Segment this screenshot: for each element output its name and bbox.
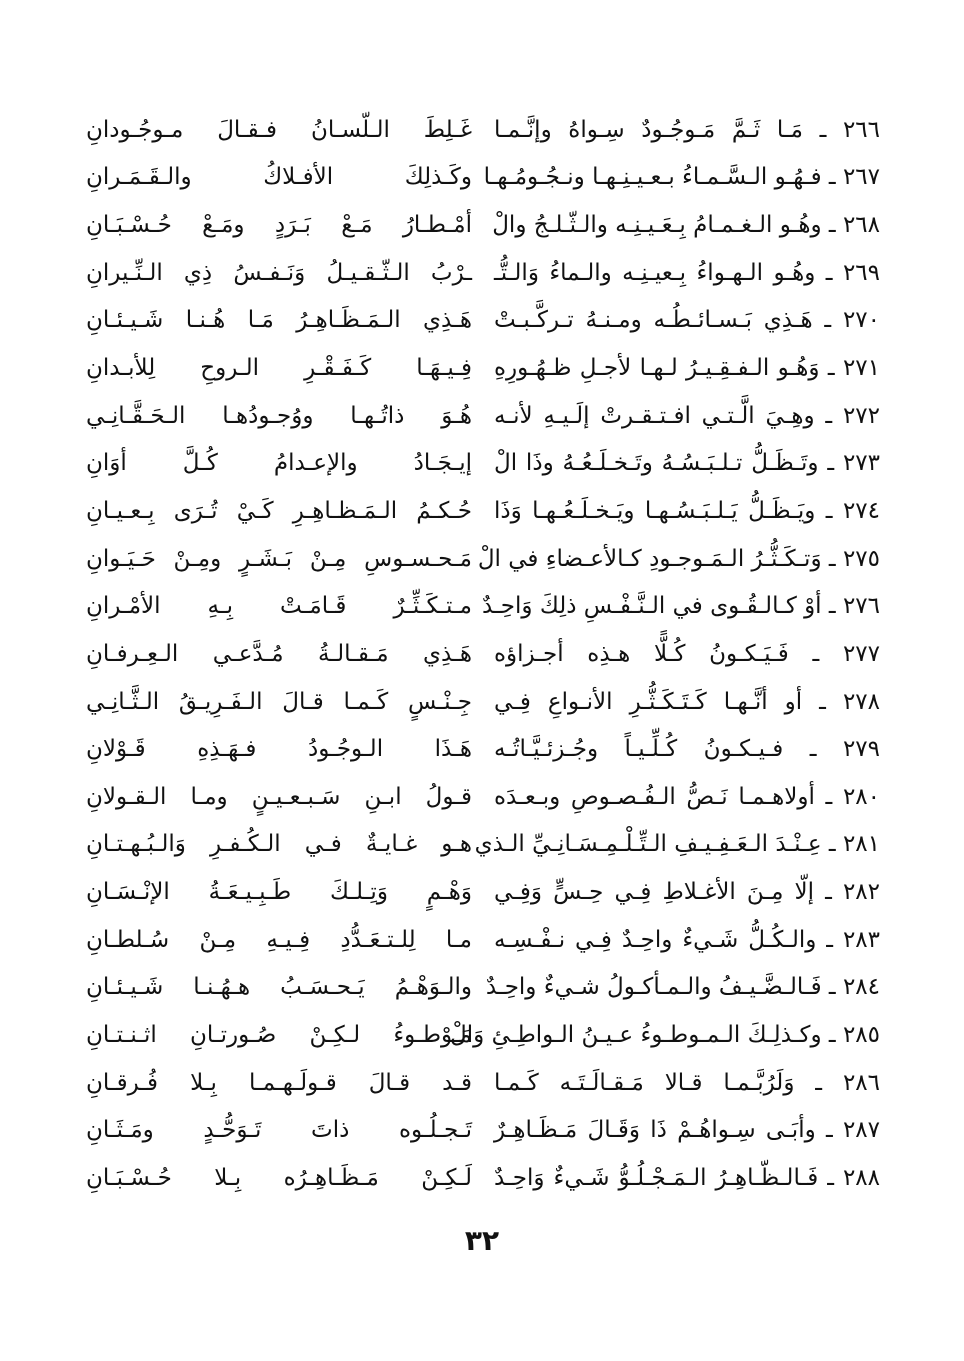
verse-first-hemistich: ٢٨٤ ـ فَـالـضَّـيـفُ والـمـأكـولُ شـيءٌ واحِـدٌ <box>485 974 880 1001</box>
verse-first-hemistich: ٢٦٧ ـ فـهُـو الـسَّـمـاءُ بـعـيـنِـهـا ونـجُـومُـهـا <box>483 164 880 191</box>
verse-first-hemistich: ٢٦٨ ـ وهُـو الـغـمـامُ بِـعَـيـنِـه والـثّـلـجُ والْ <box>492 212 880 239</box>
verse-first-hemistich: ٢٨٦ ـ وَلَرُبَّـمـا قـالا مَـقـالَـتَـه كَـمـا <box>494 1069 880 1096</box>
verse-line <box>86 344 880 392</box>
verse-line <box>86 439 880 487</box>
verse-line <box>86 154 880 202</box>
verse-second-hemistich: هـو غـايـةٌ فـي الـكُـفـرِ وَالـبُـهـتـانِ <box>86 831 472 858</box>
verse-second-hemistich: مَـوْطـوءُ لـكِـنْ صُـورتـانِ اثـنـتـانِ <box>86 1021 472 1048</box>
verse-first-hemistich: ٢٦٩ ـ وهُـو الـهـواءُ بِـعيـنِـه والـماءُ وَالـتُّـ <box>494 259 880 286</box>
verse-first-hemistich: ٢٨٨ ـ فَـالـظّـاهِـرُ الـمَـجْـلُـوُّ شَـيءٌ وَاحِـدٌ <box>494 1164 880 1191</box>
verse-first-hemistich: ٢٨١ ـ عِـنْـدَ الـعَـفِـيـفِ الـتِّـلْـمِـسَـانِـيِّ الـذي <box>474 831 880 858</box>
verse-second-hemistich: قـولُ ابـنِ سَـبـعـيـنٍ ومـا الـقـولانِ <box>86 783 472 810</box>
verse-second-hemistich: هَـذَا الـوجُـودُ فـهَـذِهِ قَـوْلانِ <box>86 736 472 763</box>
verse-line <box>86 916 880 964</box>
verse-line <box>86 868 880 916</box>
verse-first-hemistich: ٢٧٨ ـ أو أنَّـهـا كَـتَـكَـثُّـرِ الأنـواعِ فِـي <box>494 688 880 715</box>
verse-second-hemistich: إيـجَـادُ والإعـدامُ كُـلَّ أوَانِ <box>86 450 472 477</box>
verse-line <box>86 106 880 154</box>
verse-second-hemistich: هَـذِي مَـقـالـةُ مُـدَّعـي الـعِـرفـانِ <box>86 640 472 667</box>
verse-first-hemistich: ٢٧٢ ـ وهِـيَ الَّـتـي افـتـقـرتْ إلَـيـهِ لأنـه <box>494 402 880 429</box>
verse-second-hemistich: أمْـطـارُ مَـعْ بَـرَدٍ ومَـعْ حُـسْـبَـانِ <box>86 212 472 239</box>
verse-first-hemistich: ٢٧٣ ـ وتَـظَـلُّ تـلـبَـسُـهُ وتَـخـلَـعُـهُ وذَا الْ <box>494 450 880 477</box>
verse-first-hemistich: ٢٧٠ ـ هَـذِي بَـسـائـطُـه ومـنـهُ تـركَّـبـتْ <box>494 307 880 334</box>
verse-line <box>86 773 880 821</box>
verse-line <box>86 535 880 583</box>
verse-first-hemistich: ٢٨٣ ـ والـكُـلُّ شَـيءٌ واحِـدٌ فِـي نـفْـسِـه <box>494 926 880 953</box>
verse-second-hemistich: هَـذِي الـمَـظَـاهِـرُ مَـا هُـنـا شَـيـئـانِ <box>86 307 472 334</box>
poem-body <box>86 106 880 1202</box>
verse-first-hemistich: ٢٨٥ ـ وكـذلِـكَ الـمـوطـوءُ عـيـنُ الـواطِـئِ وَالْ <box>450 1021 880 1048</box>
verse-first-hemistich: ٢٦٦ ـ مَـا ثَـمَّ مَـوجُـودٌ سِـواهُ وإنَّـمـا <box>494 116 880 143</box>
verse-second-hemistich: تَـجـلُـوه ذاتَ تَـوَحُّـدٍ ومَـثَـانِ <box>86 1117 472 1144</box>
verse-first-hemistich: ٢٧٩ ـ فـيـكـونُ كُـلِّـيـاً وجُـزئـيَّـاتُـه <box>494 736 880 763</box>
verse-second-hemistich: مـتـكَـثِّـرٌ قَـامَـتْ بِـهِ الأمْـرانِ <box>86 593 472 620</box>
verse-line <box>86 1154 880 1202</box>
verse-first-hemistich: ٢٧٤ ـ ويَـظَـلُّ يَـلـبَـسُـهـا ويَـخـلَـعُـهـا وَذَا <box>494 497 880 524</box>
verse-line <box>86 392 880 440</box>
verse-second-hemistich: هُـوَ ذاتُـهـا ووُجـودُهـا الـحَـقَّـانِـي <box>86 402 472 429</box>
verse-first-hemistich: ٢٨٠ ـ أولاهـمـا نَـصُّ الـفُـصـوصِ وبـعـدَه <box>494 783 880 810</box>
verse-line <box>86 297 880 345</box>
verse-line <box>86 964 880 1012</box>
verse-first-hemistich: ٢٨٧ ـ وأبَـى سِـواهُـمْ ذَا وَقَـالَ مَـظَـاهِـرٌ <box>494 1117 880 1144</box>
verse-line <box>86 249 880 297</box>
verse-second-hemistich: فِـيـهَـا كَـفَـقْـرِ الـروحِ لِلأبـدانِ <box>86 355 472 382</box>
verse-second-hemistich: لَـكِـنْ مَـظَـاهِـرُه بِـلا حُـسْـبَـانِ <box>86 1164 472 1191</box>
verse-second-hemistich: قـد قـالَ قـولَـهـمـا بِـلا فُـرقـانِ <box>86 1069 472 1096</box>
verse-first-hemistich: ٢٧١ ـ وَهُـو الـفـقِـيـرُ لـهـا لأجـلِ ظـهُـورِهِ <box>494 355 880 382</box>
verse-first-hemistich: ٢٨٢ ـ إلّا مِـنَ الأغـلاطِ فِـي حِـسٍّ وَفِـي <box>494 879 880 906</box>
verse-second-hemistich: ـرْبُ الـثّـقـيـلُ وَنَـفـسُ ذِي الـنِّـيرانِ <box>86 259 472 286</box>
page-number: ٣٢ <box>464 1224 500 1257</box>
verse-line <box>86 487 880 535</box>
verse-second-hemistich: وَهْـمٍ وَتِـلـكَ طَـبِـيـعَـةُ الإنْـسَـانِ <box>86 879 472 906</box>
verse-second-hemistich: جِـنْـسٍ كَـمـا قـالَ الـفَـرِيـقُ الـثَّـانِـي <box>86 688 472 715</box>
verse-line <box>86 725 880 773</box>
verse-line <box>86 1011 880 1059</box>
verse-second-hemistich: مَـحـسـوسِ مِـنْ بَـشَـرٍ ومِـنْ حَـيَـوانِ <box>86 545 472 572</box>
verse-first-hemistich: ٢٧٦ ـ أوْ كـالـقُـوى في الـنَّـفْـسِ ذلِكَ وَاحِـدٌ <box>481 593 880 620</box>
verse-first-hemistich: ٢٧٥ ـ وَتـكَـثُّـرُ الـمَـوجـودِ كـالأعـضاءِ في الْ <box>477 545 880 572</box>
verse-second-hemistich: حُـكـمُ الـمَـظـاهِـرِ كَـيْ تُـرَى بِـعـيـانِ <box>86 497 472 524</box>
verse-line <box>86 582 880 630</box>
verse-second-hemistich: والـوَهْـمُ يَـحـسَـبُ هـهُـنـا شَـيـئـانِ <box>86 974 472 1001</box>
verse-line <box>86 630 880 678</box>
verse-second-hemistich: مـا لِلـتـعَـدُّدِ فِـيـهِ مِـنْ سُـلطـانِ <box>86 926 472 953</box>
verse-line <box>86 821 880 869</box>
verse-second-hemistich: وكَـذلِكَ الأفـلاكُ والـقَـمَـرانِ <box>86 164 472 191</box>
verse-first-hemistich: ٢٧٧ ـ فَـيَـكـونُ كُـلًّا هـذِه أجـزاؤه <box>494 640 880 667</box>
verse-line <box>86 678 880 726</box>
verse-line <box>86 201 880 249</box>
verse-second-hemistich: غَـلِطَ الـلّسـانُ فـقـالَ مـوجُـودانِ <box>86 116 472 143</box>
verse-line <box>86 1106 880 1154</box>
verse-line <box>86 1059 880 1107</box>
